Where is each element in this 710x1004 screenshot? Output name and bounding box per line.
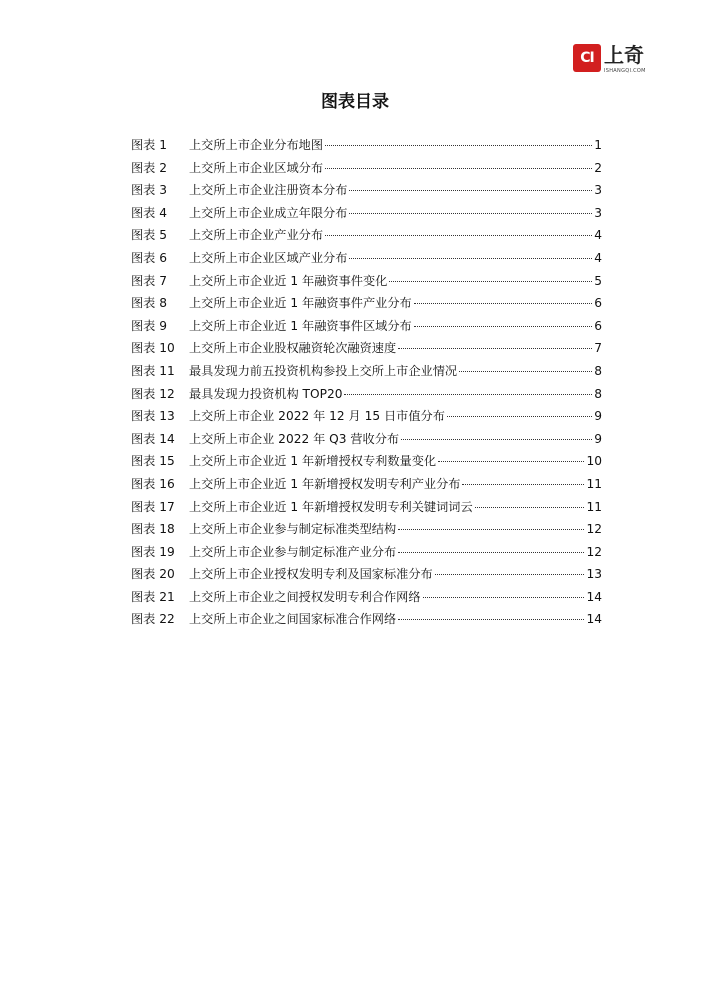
toc-dot-leader xyxy=(398,552,584,553)
toc-dot-leader xyxy=(414,326,593,327)
toc-entry-title: 上交所上市企业参与制定标准产业分布 xyxy=(189,544,397,559)
toc-entry-page: 13 xyxy=(586,567,602,582)
toc-entry[interactable] xyxy=(131,451,602,474)
toc-entry-title: 最具发现力前五投资机构参投上交所上市企业情况 xyxy=(189,363,458,378)
toc-dot-leader xyxy=(325,235,592,236)
toc-entry-page: 11 xyxy=(586,476,602,491)
toc-entry[interactable] xyxy=(131,474,602,497)
toc-dot-leader xyxy=(344,394,592,395)
toc-dot-leader xyxy=(438,461,584,462)
toc-entry-label: 图表 21 xyxy=(131,589,175,604)
toc-entry-page: 10 xyxy=(586,454,602,469)
toc-entry-page: 1 xyxy=(594,138,602,152)
toc-dot-leader xyxy=(475,507,585,508)
toc-dot-leader xyxy=(414,303,593,304)
company-logo xyxy=(573,42,663,82)
toc-entry-page: 5 xyxy=(594,273,602,288)
toc-entry[interactable] xyxy=(131,180,602,203)
toc-entry[interactable] xyxy=(131,497,602,520)
toc-entry-label: 图表 17 xyxy=(131,499,175,514)
toc-dot-leader xyxy=(349,190,592,191)
toc-entry-title: 上交所上市企业区域产业分布 xyxy=(189,250,348,265)
toc-entry-title: 上交所上市企业参与制定标准类型结构 xyxy=(189,522,397,537)
toc-dot-leader xyxy=(398,619,584,620)
toc-entry[interactable] xyxy=(131,429,602,452)
toc-entry[interactable] xyxy=(131,609,602,632)
toc-dot-leader xyxy=(459,371,592,372)
toc-entry-title: 上交所上市企业近 1 年新增授权发明专利关键词词云 xyxy=(189,499,473,514)
toc-dot-leader xyxy=(462,484,584,485)
toc-entry-label: 图表 16 xyxy=(131,476,175,491)
toc-entry-label: 图表 9 xyxy=(131,318,168,333)
toc-entry-title: 上交所上市企业之间国家标准合作网络 xyxy=(189,612,397,627)
toc-entry-label: 图表 20 xyxy=(131,567,175,582)
toc-entry[interactable] xyxy=(131,564,602,587)
toc-entry[interactable] xyxy=(131,338,602,361)
toc-entry-page: 6 xyxy=(594,296,602,311)
toc-dot-leader xyxy=(447,416,592,417)
toc-entry-label: 图表 19 xyxy=(131,544,175,559)
toc-dot-leader xyxy=(389,281,592,282)
toc-entry-page: 4 xyxy=(594,228,602,243)
toc-entry-label: 图表 5 xyxy=(131,228,168,243)
toc-dot-leader xyxy=(423,597,585,598)
toc-entry-title: 上交所上市企业注册资本分布 xyxy=(189,183,348,198)
toc-entry[interactable] xyxy=(131,158,602,181)
toc-entry-label: 图表 2 xyxy=(131,160,168,175)
toc-entry-page: 8 xyxy=(594,386,602,401)
toc-entry[interactable] xyxy=(131,384,602,407)
toc-entry-title: 上交所上市企业近 1 年融资事件变化 xyxy=(189,273,388,288)
toc-entry[interactable] xyxy=(131,135,602,158)
toc-entry-page: 3 xyxy=(594,205,602,220)
logo-name: 上奇 xyxy=(604,43,644,67)
toc-entry-page: 2 xyxy=(594,160,602,175)
toc-entry-title: 上交所上市企业近 1 年新增授权专利数量变化 xyxy=(189,454,437,469)
toc-dot-leader xyxy=(349,258,592,259)
toc-entry-page: 12 xyxy=(586,522,602,537)
toc-entry-title: 上交所上市企业成立年限分布 xyxy=(189,205,348,220)
toc-entry-title: 上交所上市企业近 1 年融资事件区域分布 xyxy=(189,318,412,333)
toc-entry-label: 图表 4 xyxy=(131,205,168,220)
page-title: 图表目录 xyxy=(321,92,389,112)
toc-dot-leader xyxy=(398,348,592,349)
toc-entry-page: 11 xyxy=(586,499,602,514)
toc-entry[interactable] xyxy=(131,587,602,610)
toc-entry-label: 图表 10 xyxy=(131,341,175,356)
toc-entry-title: 最具发现力投资机构 TOP20 xyxy=(189,386,343,401)
toc-entry-page: 7 xyxy=(594,341,602,356)
toc-entry[interactable] xyxy=(131,271,602,294)
toc-entry-label: 图表 22 xyxy=(131,612,175,627)
toc-entry-title: 上交所上市企业分布地图 xyxy=(189,138,324,152)
logo-subtitle: ISHANGQI.COM xyxy=(604,68,646,74)
logo-mark: CI xyxy=(573,44,601,72)
toc-entry-page: 4 xyxy=(594,250,602,265)
toc-entry-label: 图表 6 xyxy=(131,250,168,265)
toc-dot-leader xyxy=(325,168,592,169)
toc-entry-title: 上交所上市企业近 1 年融资事件产业分布 xyxy=(189,296,412,311)
toc-entry-label: 图表 3 xyxy=(131,183,168,198)
toc-entry-page: 6 xyxy=(594,318,602,333)
toc-entry-title: 上交所上市企业股权融资轮次融资速度 xyxy=(189,341,397,356)
toc-entry-title: 上交所上市企业授权发明专利及国家标准分布 xyxy=(189,567,433,582)
toc-entry-page: 12 xyxy=(586,544,602,559)
toc-entry-page: 3 xyxy=(594,183,602,198)
toc-entry-title: 上交所上市企业近 1 年新增授权发明专利产业分布 xyxy=(189,476,461,491)
toc-entry-page: 9 xyxy=(594,409,602,424)
toc-entry[interactable] xyxy=(131,293,602,316)
toc-entry[interactable] xyxy=(131,225,602,248)
toc-entry[interactable] xyxy=(131,406,602,429)
toc-entry-label: 图表 13 xyxy=(131,409,175,424)
toc-entry[interactable] xyxy=(131,361,602,384)
toc-entry-label: 图表 12 xyxy=(131,386,175,401)
toc-dot-leader xyxy=(349,213,592,214)
toc-entry-title: 上交所上市企业之间授权发明专利合作网络 xyxy=(189,589,421,604)
toc-dot-leader xyxy=(398,529,584,530)
toc-entry-title: 上交所上市企业 2022 年 12 月 15 日市值分布 xyxy=(189,409,445,424)
toc-entry-page: 9 xyxy=(594,431,602,446)
toc-entry[interactable] xyxy=(131,248,602,271)
toc-entry-label: 图表 18 xyxy=(131,522,175,537)
toc-entry[interactable] xyxy=(131,542,602,565)
toc-entry[interactable] xyxy=(131,316,602,339)
toc-dot-leader xyxy=(401,439,592,440)
toc-dot-leader xyxy=(435,574,585,575)
toc-entry-title: 上交所上市企业区域分布 xyxy=(189,160,324,175)
figure-table-of-contents xyxy=(131,135,602,632)
toc-entry-label: 图表 7 xyxy=(131,273,168,288)
toc-entry-page: 14 xyxy=(586,589,602,604)
toc-entry-label: 图表 11 xyxy=(131,363,175,378)
toc-dot-leader xyxy=(325,145,592,146)
toc-entry-page: 8 xyxy=(594,363,602,378)
toc-entry[interactable] xyxy=(131,203,602,226)
toc-entry-label: 图表 1 xyxy=(131,138,168,152)
toc-entry-label: 图表 8 xyxy=(131,296,168,311)
toc-entry-label: 图表 14 xyxy=(131,431,175,446)
toc-entry-title: 上交所上市企业产业分布 xyxy=(189,228,324,243)
toc-entry[interactable] xyxy=(131,519,602,542)
toc-entry-page: 14 xyxy=(586,612,602,627)
toc-entry-label: 图表 15 xyxy=(131,454,175,469)
toc-entry-title: 上交所上市企业 2022 年 Q3 营收分布 xyxy=(189,431,400,446)
